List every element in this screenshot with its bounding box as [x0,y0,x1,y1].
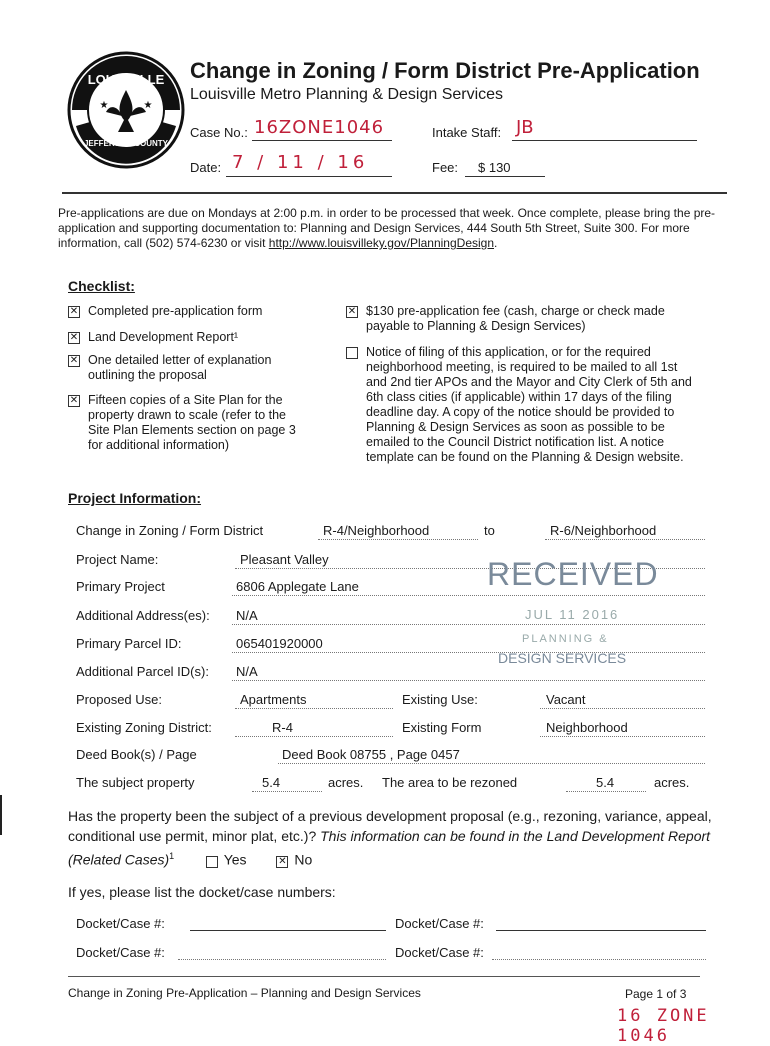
checkbox[interactable] [346,347,358,359]
fee-value[interactable]: $ 130 [478,160,511,175]
existing-zoning-value[interactable]: R-4 [272,720,293,735]
additional-parcel-value[interactable]: N/A [236,664,258,679]
scan-edge-mark [0,795,2,835]
case-no-label: Case No.: [190,125,248,140]
checkbox[interactable]: ✕ [69,332,79,343]
intake-staff-label: Intake Staff: [432,125,502,140]
case-no-value[interactable]: 16ZONE1046 [254,117,385,138]
docket-label-4: Docket/Case #: [395,945,484,960]
checklist-item[interactable]: Notice of filing of this application, or for the required neighborhood meeting, is required to be mailed to all 1st and 2nd tier APOs and the Mayor and City Clerk of 5th and 6th class cities (if applicable) within 17 days of the filing deadline day. A copy of the notice should be provided to Planning & Design Services as soon as possible to be emailed to the Council District notification list. A notice template can be found on the Planning & Design website. [346,345,701,465]
zoning-from[interactable]: R-4/Neighborhood [323,523,430,538]
checkbox[interactable]: ✕ [69,355,79,366]
project-name-label: Project Name: [76,552,159,567]
checklist-item[interactable]: ✕ One detailed letter of explanation outlining the proposal [69,353,272,382]
intro-paragraph: Pre-applications are due on Mondays at 2:00 p.m. in order to be processed that week. Once complete, please bring the pre-application and supporting documentation to: Planning and Design Services, 444 South 5th Street, Suite 300. For more information, call (502) 574-6230 or visit http://www.louisvilleky.gov/PlanningDesign. [58,206,716,250]
acres-label-2: acres. [654,775,690,790]
louisville-seal [66,50,186,170]
footer-divider [68,976,700,977]
footer-text: Change in Zoning Pre-Application – Planning and Design Services [68,986,421,1000]
additional-address-value[interactable]: N/A [236,608,258,623]
svg-text:JEFFERSON COUNTY: JEFFERSON COUNTY [83,139,169,148]
docket-label-3: Docket/Case #: [76,945,165,960]
checklist-item[interactable]: ✕ Completed pre-application form [69,304,263,318]
existing-use-value[interactable]: Vacant [546,692,586,707]
existing-form-value[interactable]: Neighborhood [546,720,628,735]
subject-acres-value[interactable]: 5.4 [262,775,281,790]
existing-zoning-label: Existing Zoning District: [76,720,212,735]
deed-label: Deed Book(s) / Page [76,747,197,762]
zoning-to[interactable]: R-6/Neighborhood [550,523,657,538]
checkbox[interactable]: ✕ [69,306,79,317]
deed-value[interactable]: Deed Book 08755 , Page 0457 [282,747,460,762]
docket-label-2: Docket/Case #: [395,916,484,931]
planning-design-link[interactable]: http://www.louisvilleky.gov/PlanningDesign [268,236,495,250]
subject-property-label: The subject property [76,775,195,790]
checkbox[interactable]: ✕ [347,306,357,317]
change-label: Change in Zoning / Form District [76,523,264,538]
no-label: No [294,851,313,868]
svg-text:★: ★ [99,100,109,111]
project-name-value[interactable]: Pleasant Valley [240,552,329,567]
area-rezoned-label: The area to be rezoned [382,775,518,790]
acres-label: acres. [328,775,364,790]
case-handstamp: 16 ZONE 1046 [617,1006,710,1046]
additional-address-label: Additional Address(es): [76,608,210,623]
intake-staff-value[interactable]: JB [516,117,534,138]
checkbox[interactable]: ✕ [69,395,79,406]
additional-parcel-label: Additional Parcel ID(s): [76,664,209,679]
primary-parcel-value[interactable]: 065401920000 [236,636,323,651]
primary-project-value[interactable]: 6806 Applegate Lane [236,579,359,594]
docket-label-1: Docket/Case #: [76,916,165,931]
checklist-item[interactable]: ✕ $130 pre-application fee (cash, charge or check made payable to Planning & Design Services) [347,304,665,333]
header-divider [62,192,727,194]
received-stamp: RECEIVED [487,556,659,592]
proposed-use-value[interactable]: Apartments [240,692,307,707]
svg-text:LOUISVILLE: LOUISVILLE [87,72,165,87]
previous-proposal-question: Has the property been the subject of a previous development proposal (e.g., rezoning, variance, appeal, conditional use permit, minor plat, etc.)? This information can be found in the Land Development Report (Related Cases)$^1$ Yes ✕ No [68,808,712,868]
checklist-item[interactable]: ✕ Fifteen copies of a Site Plan for the property drawn to scale (refer to the Site Plan Elements section on page 3 for additional information) [69,393,296,452]
svg-text:★: ★ [143,100,153,111]
fee-label: Fee: [432,160,459,175]
page-title: Change in Zoning / Form District Pre-Application [190,58,700,83]
checklist-heading: Checklist: [68,278,135,294]
project-info-heading: Project Information: [68,490,202,506]
received-stamp-line3: DESIGN SERVICES [498,650,627,666]
proposed-use-label: Proposed Use: [76,692,162,707]
area-acres-value[interactable]: 5.4 [596,775,615,790]
primary-project-label: Primary Project [76,579,165,594]
date-label: Date: [190,160,222,175]
existing-use-label: Existing Use: [402,692,478,707]
to-label: to [484,523,495,538]
primary-parcel-label: Primary Parcel ID: [76,636,182,651]
date-value[interactable]: 7 / 11 / 16 [232,152,369,173]
existing-form-label: Existing Form [402,720,482,735]
checklist-item[interactable]: ✕ Land Development Report¹ [69,330,239,344]
page-number: Page 1 of 3 [625,987,687,1001]
received-stamp-line2: PLANNING & [522,633,609,645]
if-yes-instruction: If yes, please list the docket/case numbers: [68,884,336,900]
page-subtitle: Louisville Metro Planning & Design Services [190,86,504,103]
yes-label: Yes [223,851,247,868]
received-stamp-date: JUL 11 2016 [525,607,620,622]
